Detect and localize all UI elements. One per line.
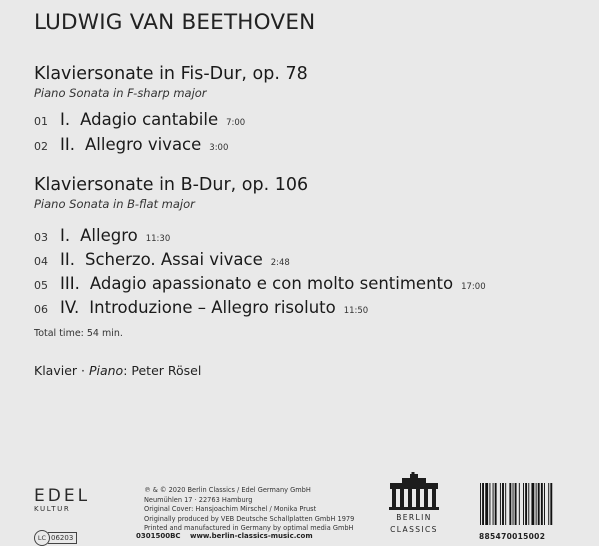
track-row <box>34 250 290 272</box>
movement-numeral: III. <box>60 274 80 293</box>
work-subtitle: Piano Sonata in B-flat major <box>34 197 195 211</box>
total-time: Total time: 54 min. <box>34 328 123 339</box>
track-row <box>34 135 228 157</box>
track-row <box>34 226 170 248</box>
movement-numeral: IV. <box>60 298 80 317</box>
track-row <box>34 110 245 132</box>
work-subtitle: Piano Sonata in F-sharp major <box>34 86 207 100</box>
label-code-badge <box>34 530 77 546</box>
role-separator: · <box>77 363 89 378</box>
berlin-classics-line2: CLASSICS <box>390 525 438 534</box>
catalog-number: 0301500BC <box>136 532 181 540</box>
track-title: Allegro vivace <box>84 135 202 154</box>
legal-line: Neumühlen 17 · 22763 Hamburg <box>144 495 253 504</box>
track-title: Adagio cantabile <box>80 110 219 129</box>
track-row <box>34 298 368 320</box>
track-duration: 17:00 <box>461 282 486 292</box>
legal-line: ℗ & © 2020 Berlin Classics / Edel Germany GmbH <box>144 486 311 494</box>
role-colon: : <box>123 363 132 378</box>
performer-credit <box>34 363 201 378</box>
track-title: Adagio apassionato e con molto sentimento <box>89 274 454 293</box>
edel-logo-main: EDEL <box>34 486 91 506</box>
track-number: 02 <box>34 140 48 153</box>
work-title: Klaviersonate in B-Dur, op. 106 <box>34 175 309 195</box>
movement-numeral: I. <box>60 226 71 245</box>
track-title: Introduzione – Allegro risoluto <box>89 298 336 317</box>
edel-logo-sub: KULTUR <box>34 505 71 513</box>
lc-icon: LC <box>34 530 50 546</box>
track-duration: 11:30 <box>145 234 171 244</box>
website-link[interactable]: www.berlin-classics-music.com <box>190 532 313 540</box>
track-number: 04 <box>34 255 48 268</box>
track-row <box>34 274 486 296</box>
legal-line: Originally produced by VEB Deutsche Schallplatten GmbH 1979 <box>144 514 355 523</box>
performer-name: Peter Rösel <box>131 363 202 378</box>
movement-numeral: II. <box>60 135 75 154</box>
track-duration: 3:00 <box>209 143 229 153</box>
track-title: Scherzo. Assai vivace <box>84 250 263 269</box>
work-title: Klaviersonate in Fis-Dur, op. 78 <box>34 64 308 84</box>
edel-kultur-logo <box>34 486 90 513</box>
legal-line: Original Cover: Hansjoachim Mirschel / Monika Prust <box>144 505 317 514</box>
role-german: Klavier <box>34 363 78 378</box>
barcode-number: 885470015002 <box>479 532 546 541</box>
track-number: 06 <box>34 303 48 316</box>
lc-number: 06203 <box>48 532 77 544</box>
track-number: 05 <box>34 279 48 292</box>
track-duration: 2:48 <box>270 258 290 268</box>
berlin-classics-line1: BERLIN <box>396 513 432 522</box>
track-duration: 11:50 <box>343 306 369 316</box>
barcode-icon <box>480 483 580 525</box>
legal-line: Printed and manufactured in Germany by optimal media GmbH <box>144 524 354 533</box>
track-number: 03 <box>34 231 48 244</box>
movement-numeral: I. <box>60 110 71 129</box>
track-title: Allegro <box>80 226 138 245</box>
legal-notice <box>144 486 354 534</box>
role-english: Piano <box>88 363 124 378</box>
movement-numeral: II. <box>60 250 75 269</box>
composer-name: LUDWIG VAN BEETHOVEN <box>34 10 316 35</box>
track-number: 01 <box>34 115 48 128</box>
track-duration: 7:00 <box>226 118 246 128</box>
